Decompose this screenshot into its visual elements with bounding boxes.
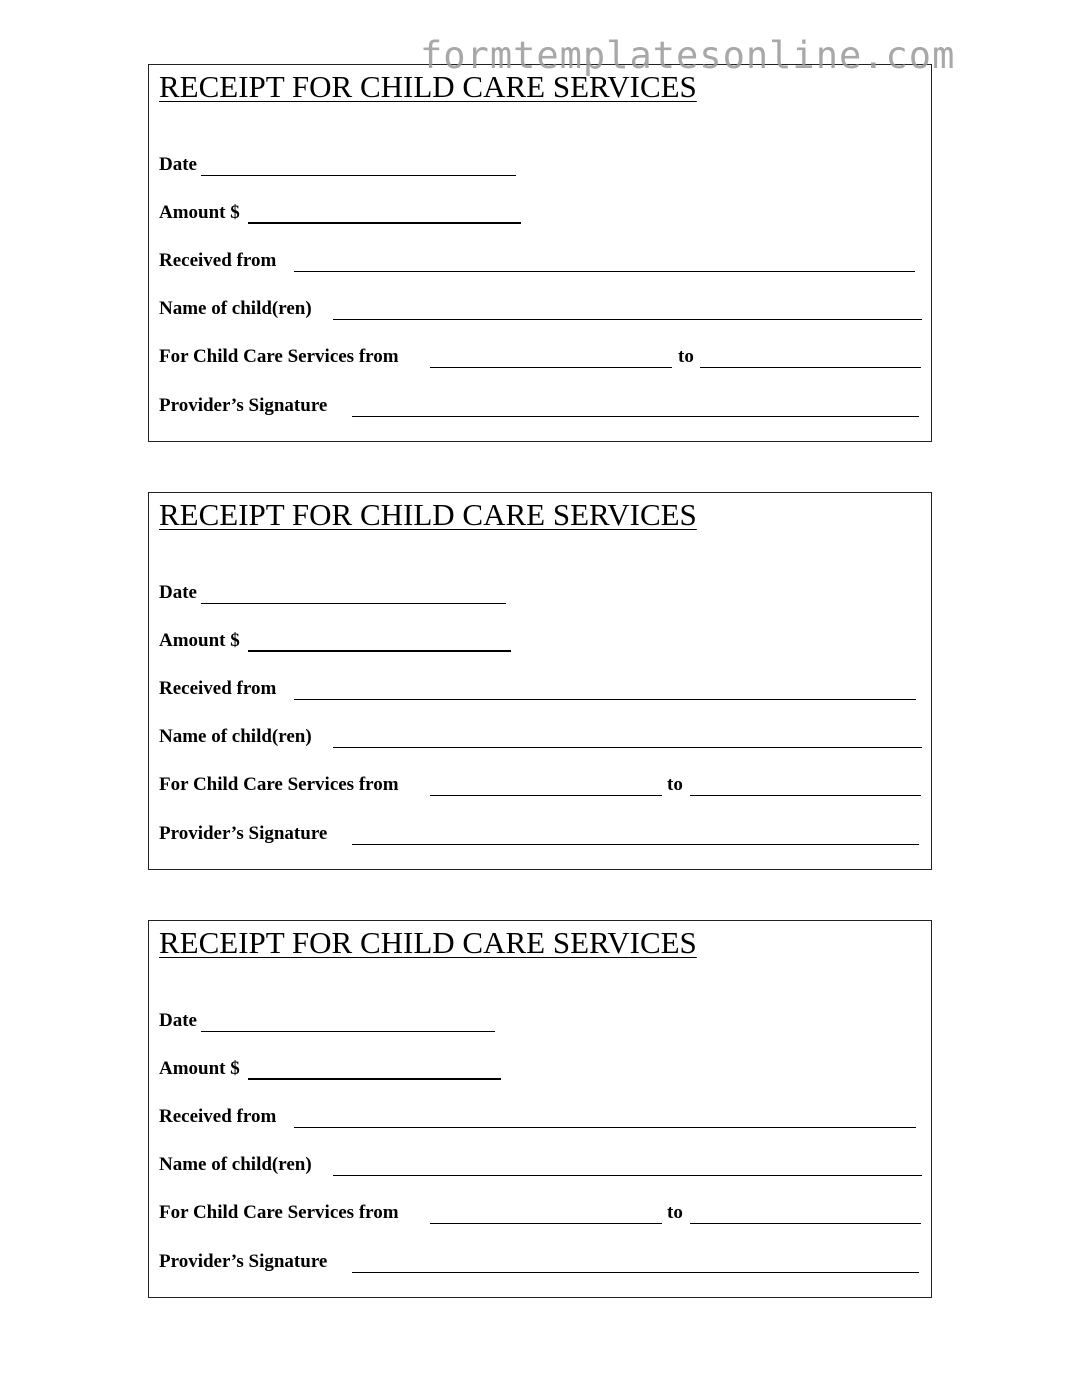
services-label: For Child Care Services from — [159, 774, 399, 795]
amount-field[interactable] — [248, 1078, 501, 1080]
services-to-field[interactable] — [700, 367, 921, 368]
receipt-title: RECEIPT FOR CHILD CARE SERVICES — [159, 497, 697, 532]
amount-label: Amount $ — [159, 202, 240, 223]
receipt-card-1 — [148, 64, 932, 442]
children-field[interactable] — [333, 747, 922, 748]
services-from-field[interactable] — [430, 795, 662, 796]
watermark-text: formtemplatesonline.com — [420, 34, 956, 77]
received-from-field[interactable] — [294, 271, 915, 272]
receipt-card-2 — [148, 492, 932, 870]
services-from-field[interactable] — [430, 1223, 662, 1224]
children-field[interactable] — [333, 1175, 922, 1176]
children-label: Name of child(ren) — [159, 298, 312, 319]
children-label: Name of child(ren) — [159, 1154, 312, 1175]
signature-field[interactable] — [352, 416, 919, 417]
received-from-label: Received from — [159, 678, 277, 699]
signature-label: Provider’s Signature — [159, 1251, 328, 1272]
date-label: Date — [159, 1010, 197, 1031]
services-from-field[interactable] — [430, 367, 672, 368]
signature-field[interactable] — [352, 1272, 919, 1273]
date-field[interactable] — [201, 603, 506, 604]
amount-field[interactable] — [248, 650, 511, 652]
services-to-field[interactable] — [690, 795, 921, 796]
receipt-title: RECEIPT FOR CHILD CARE SERVICES — [159, 925, 697, 960]
amount-field[interactable] — [248, 222, 521, 224]
to-label: to — [678, 346, 694, 367]
received-from-field[interactable] — [294, 699, 916, 700]
children-label: Name of child(ren) — [159, 726, 312, 747]
services-label: For Child Care Services from — [159, 1202, 399, 1223]
receipt-card-3 — [148, 920, 932, 1298]
to-label: to — [667, 774, 683, 795]
amount-label: Amount $ — [159, 1058, 240, 1079]
received-from-field[interactable] — [294, 1127, 916, 1128]
amount-label: Amount $ — [159, 630, 240, 651]
received-from-label: Received from — [159, 1106, 277, 1127]
date-label: Date — [159, 154, 197, 175]
date-label: Date — [159, 582, 197, 603]
services-label: For Child Care Services from — [159, 346, 399, 367]
date-field[interactable] — [201, 175, 516, 176]
signature-label: Provider’s Signature — [159, 395, 328, 416]
receipt-title: RECEIPT FOR CHILD CARE SERVICES — [159, 69, 697, 104]
services-to-field[interactable] — [690, 1223, 921, 1224]
signature-label: Provider’s Signature — [159, 823, 328, 844]
date-field[interactable] — [201, 1031, 495, 1032]
children-field[interactable] — [333, 319, 922, 320]
received-from-label: Received from — [159, 250, 277, 271]
signature-field[interactable] — [352, 844, 919, 845]
to-label: to — [667, 1202, 683, 1223]
